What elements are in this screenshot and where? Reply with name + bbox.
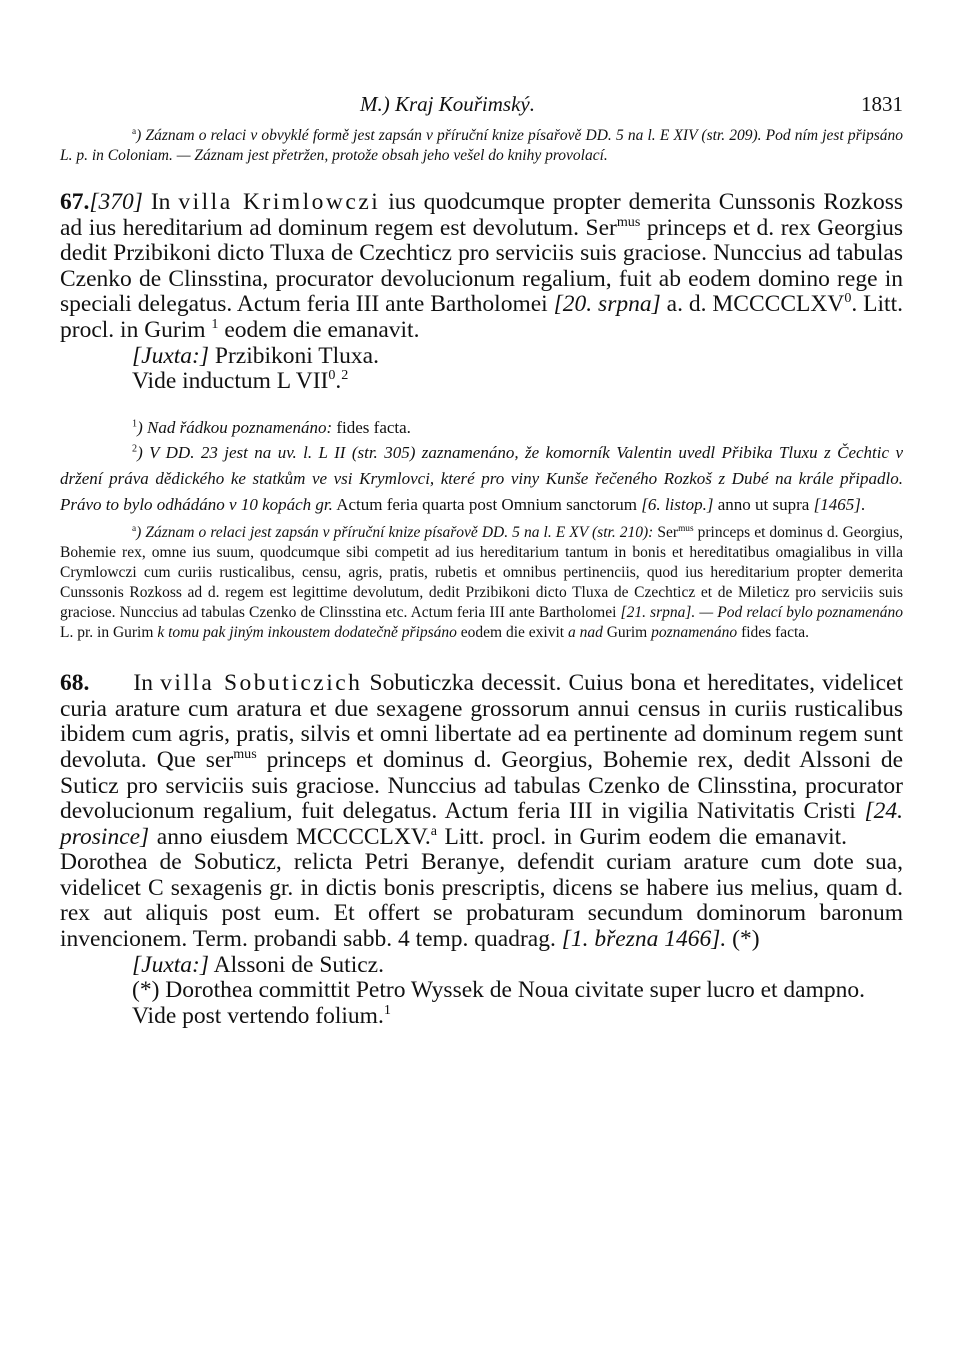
footnote-1: $^1$) Nad řádkou poznamenáno: fides facta.: [132, 417, 411, 437]
vide-line: Vide inductum L VII$^0$.$^2$: [132, 367, 349, 395]
folio-ref: [370]: [89, 189, 143, 215]
page-header: [60, 92, 903, 126]
vide-line: Vide post vertendo folium.$^1$: [132, 1002, 391, 1029]
entry-number: 68.: [60, 670, 90, 697]
date-note: [20. srpna]: [553, 291, 661, 318]
entry-number: 67.: [60, 189, 90, 215]
footnote-2: $^2$) V DD. 23 jest na uv. l. L II (str. 305) zaznamenáno, že komorník Valentin uvedl Přibika Tluxu z Čechtic v držení práva dědického ke statkům ve vsi Krymlovci, které pro viny Kunše řečeného Rozkoš z Dubé na krále připadlo. Právo to bylo odhádáno v 10 kopách gr. Actum feria quarta post Omnium sanctorum [6. listop.] anno ut supra [1465].: [60, 443, 903, 514]
date-note: [24. prosince]: [60, 798, 903, 850]
spaced-place-name: villa Krimlowczi: [178, 189, 381, 215]
document-page: [60, 92, 903, 1029]
note-a-top: [60, 126, 903, 166]
note-a-bottom: $^a$) Záznam o relaci jest zapsán v příruční knize písařově DD. 5 na l. E XV (str. 210): Ser$^{mus}$ princeps et dominus d. Georgius, Bohemie rex, omne ius suum, quodcumque sibi competit ad ius hereditarium tantum in bonis et hereditatibus omagialibus in villa Crymlowczi cum curiis rusticalibus, censu, agris, pratis, rubetis et omnibus pertinenciis, quod ius hereditarium propter demerita Cunssonis Rozkoss ad d. regem est legittime devolutum, dedit Przibikoni dicto Tluxa de Czechticz et de Mileticz pro serviciis suis graciose. Nunccius ad tabulas Czenko de Clinsstina etc. Actum feria III ante Bartholomei [21. srpna]. — Pod relací bylo poznamenáno L. pr. in Gurim k tomu pak jiným inkoustem dodatečně připsáno eodem die exivit a nad Gurim poznamenáno fides facta.: [60, 523, 903, 642]
note-marker: a: [132, 126, 137, 137]
juxta-line: [Juxta:] Przibikoni Tluxa.: [132, 342, 379, 369]
star-note: (*) Dorothea committit Petro Wyssek de Noua civitate super lucro et dampno.: [132, 977, 865, 1004]
entry-68: 68. In villa Sobuticzich Sobuticzka decessit. Cuius bona et hereditates, videlicet curia arature cum aratura et due sexagene grossorum annui census in curiis rusticalibus ibidem cum agris, pratis, silvis et omni libertate ad ea pertinente ad dominum regem sunt devoluta. Que ser$^{mus}$ princeps et dominus d. Georgius, Bohemie rex, dedit Alssoni de Suticz pro serviciis suis graciose. Nunccius ad tabulas Czenko de Clinsstina, procurator devolucionum regalium, fuit delegatus. Actum feria III in vigilia Nativitatis Cristi [24. prosince] anno eiusdem MCCCCLXV.$^a$ Litt. procl. in Gurim eodem die emanavit.Dorothea de Sobuticz, relicta Petri Beranye, defendit curiam arature cum dote sua, videlicet C sexagenis gr. in dictis bonis prescriptis, dicens se habere ius melius, quam d. rex aut aliquis post eum. Et offert se probaturam secundum dominorum baronum invencionem. Term. probandi sabb. 4 temp. quadrag. [1. března 1466]. (*): [60, 670, 903, 953]
running-title: M.) Kraj Kouřimský.: [360, 92, 535, 116]
spaced-place-name: villa Sobuticzich: [160, 670, 363, 697]
note-text: ) Záznam o relaci v obvyklé formě jest zapsán v příruční knize písařově DD. 5 na l. E XIV (str. 209). Pod ním jest připsáno L. p. in Coloniam. — Záznam jest přetržen, protože obsah jeho vešel do knihy provolací.: [60, 127, 903, 164]
juxta-line: [Juxta:] Alssoni de Suticz.: [132, 951, 384, 978]
entry-67: 67.[370] In villa Krimlowczi ius quodcumque propter demerita Cunssonis Rozkoss ad ius hereditarium ad dominum regem est devolutum. Ser$^{mus}$ princeps et d. rex Georgius dedit Przibikoni dicto Tluxa de Czechticz pro serviciis suis graciose. Nunccius ad tabulas Czenko de Clinsstina, procurator devolucionum regalium, fuit ab eodem domino rege in speciali delegatus. Actum feria III ante Bartholomei [20. srpna] a. d. MCCCCLXV$^0$. Litt. procl. in Gurim $^1$ eodem die emanavit.: [60, 189, 904, 343]
page-number: 1831: [861, 92, 903, 116]
